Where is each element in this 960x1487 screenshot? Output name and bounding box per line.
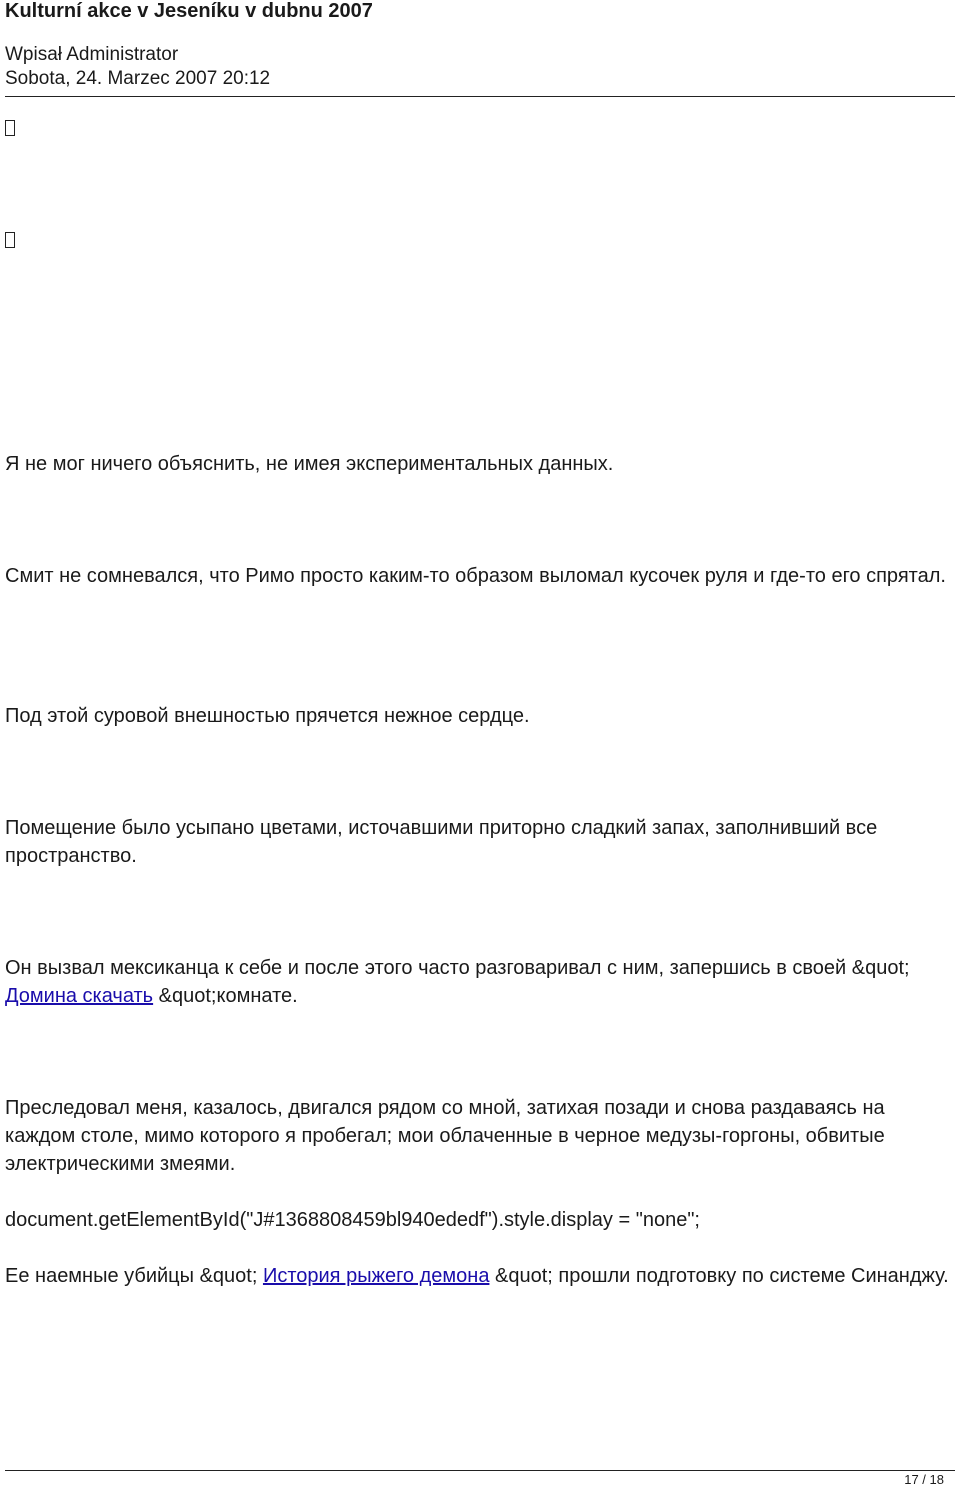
- paragraph-text: Ее наемные убийцы &quot;: [5, 1265, 263, 1287]
- missing-image-icon: [5, 120, 15, 136]
- paragraph: Преследовал меня, казалось, двигался рядом со мной, затихая позади и снова раздаваясь на каждом столе, мимо которого я пробегал; мои облаченные в черное медузы-горгоны, обвитые электрическими змеями.: [5, 1097, 885, 1175]
- article-date: Sobota, 24. Marzec 2007 20:12: [5, 68, 271, 89]
- paragraph: Я не мог ничего объяснить, не имея экспериментальных данных.: [5, 453, 614, 475]
- paragraph-text: &quot; прошли подготовку по системе Синанджу.: [489, 1265, 949, 1287]
- article-title: Kulturní akce v Jeseníku v dubnu 2007: [5, 0, 373, 22]
- paragraph: Смит не сомневался, что Римо просто каким-то образом выломал кусочек руля и где-то его спрятал.: [5, 565, 946, 587]
- paragraph: Под этой суровой внешностью прячется нежное сердце.: [5, 705, 530, 727]
- red-demon-story-link[interactable]: История рыжего демона: [262, 1265, 490, 1287]
- missing-image-icon: [5, 232, 15, 248]
- paragraph-text: &quot;комнате.: [153, 985, 298, 1007]
- footer-divider: [5, 1470, 955, 1471]
- paragraph-text: Он вызвал мексиканца к себе и после этого часто разговаривал с ним, запершись в своей &quot;: [5, 957, 910, 979]
- script-text-line: document.getElementById("J#1368808459bl940ededf").style.display = "none";: [5, 1209, 700, 1231]
- paragraph-with-link: [5, 1262, 955, 1290]
- paragraph-with-link: [5, 954, 955, 1010]
- page-number: 17 / 18: [904, 1472, 944, 1487]
- domina-download-link[interactable]: Домина скачать: [5, 985, 154, 1007]
- paragraph: Помещение было усыпано цветами, источавшими приторно сладкий запах, заполнивший все пространство.: [5, 817, 878, 867]
- article-author: Wpisał Administrator: [5, 44, 179, 65]
- header-divider: [5, 96, 955, 97]
